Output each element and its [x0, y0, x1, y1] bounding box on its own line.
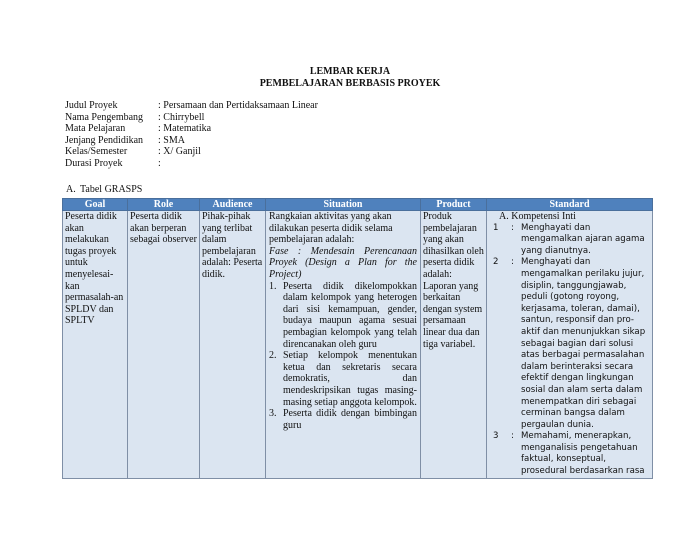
header-audience: Audience	[200, 199, 266, 211]
cell-standard	[487, 211, 653, 479]
cell-audience: Pihak-pihak yang terlibat dalam pembelajaran adalah: Peserta didik.	[200, 211, 266, 479]
list-item: 3 : Memahami, menerapkan, menganalisis pengetahuan faktual, konseptual, prosedural berdasarkan rasa	[493, 431, 645, 477]
header-product: Product	[421, 199, 487, 211]
list-item: 2. Setiap kelompok menentukan ketua dan sekretaris secara demokratis, dan mendeskripsikan tugas masing-masing setiap anggota kelompok.	[269, 350, 417, 408]
situation-phase: Fase : Mendesain Perencanaan Proyek (Design a Plan for the Project)	[269, 245, 417, 280]
situation-intro: Rangkaian aktivitas yang akan dilakukan peserta didik selama pembelajaran adalah:	[269, 211, 393, 246]
cell-role: Peserta didik akan berperan sebagai observer	[128, 211, 200, 479]
header-goal: Goal	[63, 199, 128, 211]
meta-row-jenjang: Jenjang Pendidikan : SMA	[65, 134, 185, 146]
meta-row-pengembang: Nama Pengembang : Chirrybell	[65, 111, 205, 123]
header-situation: Situation	[266, 199, 421, 211]
cell-goal: Peserta didik akan melakukan tugas proyek untuk menyelesai-kan permasalah-an SPLDV dan SPLTV	[63, 211, 128, 479]
header-role: Role	[128, 199, 200, 211]
meta-row-mapel: Mata Pelajaran : Matematika	[65, 123, 212, 135]
header-standard: Standard	[487, 199, 653, 211]
grasps-table	[62, 198, 653, 479]
document-title: LEMBAR KERJA	[309, 66, 391, 77]
meta-row-kelas: Kelas/Semester : X/ Ganjil	[65, 146, 201, 158]
project-meta	[65, 100, 318, 170]
list-item: 1. Peserta didik dikelompokkan dalam kelompok yang heterogen dari sisi kemampuan, gender, budaya maupun agama sesuai pembagian kelompok yang telah direncanakan oleh guru	[269, 280, 417, 350]
table-header-row	[63, 199, 653, 211]
standard-heading: A. Kompetensi Inti	[499, 211, 576, 222]
cell-product: Produk pembelajaran yang akan dihasilkan oleh peserta didik adalah: Laporan yang berkaitan dengan system persamaan linear dua dan tiga variabel.	[421, 211, 487, 479]
meta-row-durasi: Durasi Proyek :	[65, 157, 161, 169]
situation-steps	[269, 281, 417, 432]
table-row	[63, 211, 653, 479]
section-heading: A. Tabel GRASPS	[66, 184, 143, 195]
document-subtitle: PEMBELAJARAN BERBASIS PROYEK	[259, 78, 441, 89]
cell-situation	[266, 211, 421, 479]
list-item: 2 : Menghayati dan mengamalkan perilaku jujur, disiplin, tanggungjawab, peduli (gotong royong, kerjasama, toleran, damai), santun, responsif dan pro-aktif dan menunjukkan sikap sebagai bagian dari solusi atas berbagai permasalahan dalam berinteraksi secara efektif dengan lingkungan sosial dan alam serta dalam menempatkan diri sebagai cerminan bangsa dalam pergaulan dunia.	[493, 257, 646, 430]
list-item: 3. Peserta didik dengan bimbingan guru	[269, 408, 417, 431]
list-item: 1 : Menghayati dan mengamalkan ajaran agama yang dianutnya.	[493, 222, 645, 256]
meta-row-judul: Judul Proyek : Persamaan dan Pertidaksamaan Linear	[65, 100, 318, 111]
